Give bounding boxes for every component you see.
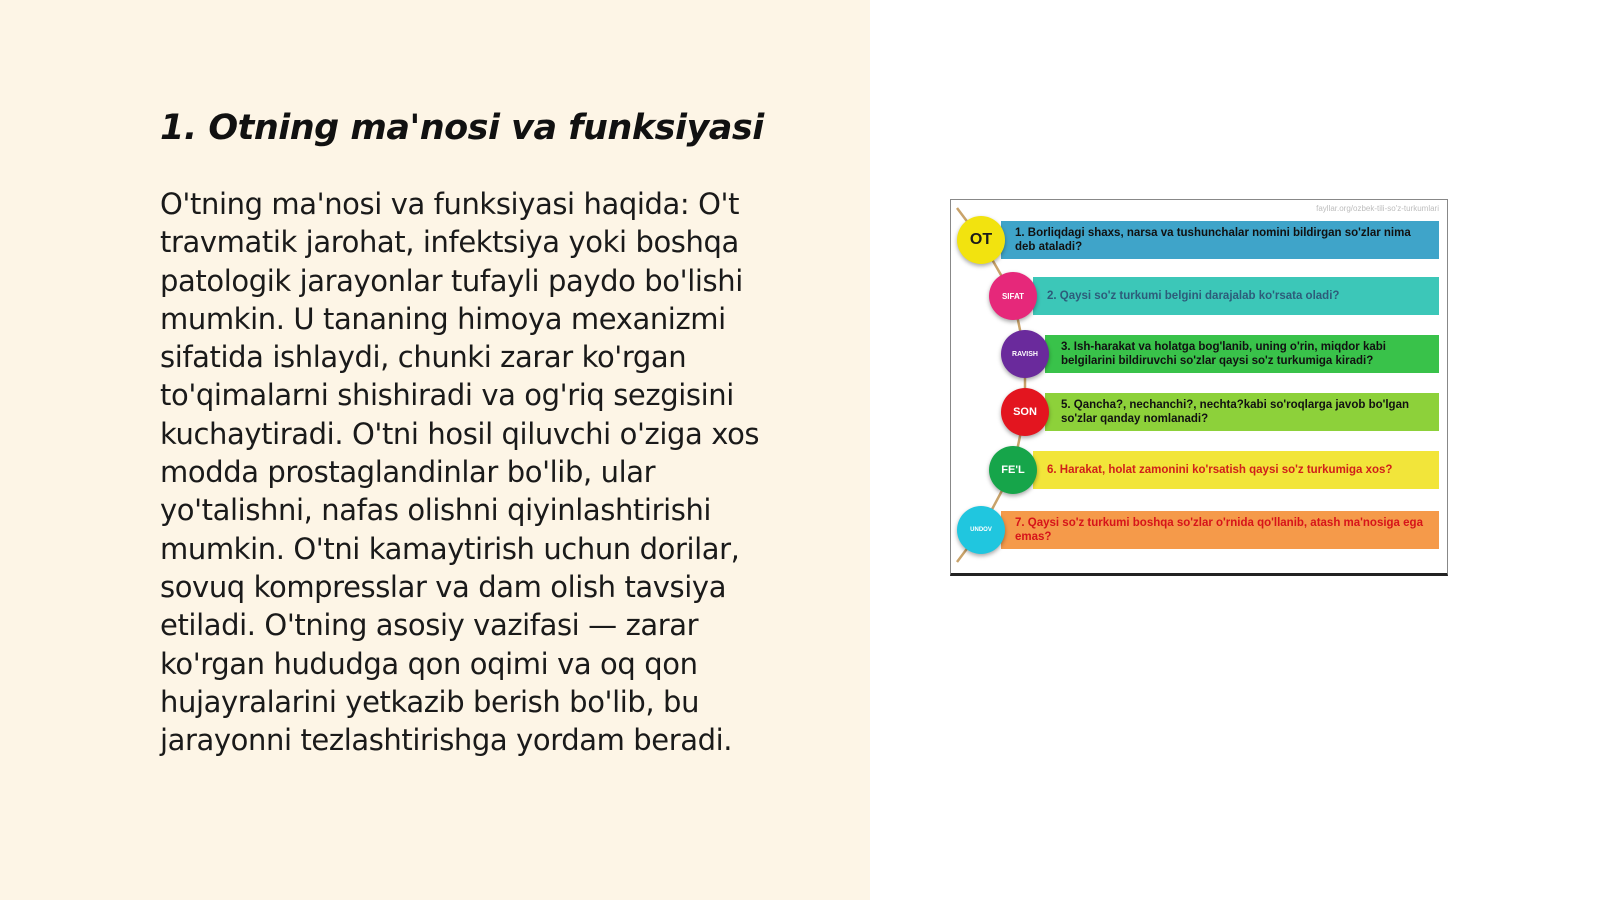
category-badge-label: OT: [969, 231, 993, 248]
category-badge-label: FE'L: [1001, 464, 1025, 476]
parts-of-speech-infographic: [950, 199, 1448, 576]
question-bar: [1001, 511, 1439, 549]
question-bar: [1001, 221, 1439, 259]
category-badge: [989, 446, 1037, 494]
question-bar: [1033, 277, 1439, 315]
question-text: 5. Qancha?, nechanchi?, nechta?kabi so'roqlarga javob bo'lgan so'zlar qanday nomlanadi?: [1061, 399, 1409, 425]
question-text: 2. Qaysi so'z turkumi belgini darajalab ko'rsata oladi?: [1047, 290, 1340, 302]
question-bar: [1045, 335, 1439, 373]
question-text: 1. Borliqdagi shaxs, narsa va tushunchalar nomini bildirgan so'zlar nima deb ataladi?: [1015, 227, 1411, 253]
category-badge-label: RAVISH: [1012, 350, 1038, 358]
slide-body-text: O'tning ma'nosi va funksiyasi haqida: O't travmatik jarohat, infektsiya yoki boshqa patologik jarayonlar tufayli paydo bo'lishi mumkin. U tananing himoya mexanizmi sifatida ishlaydi, chunki zarar ko'rgan to'qimalarni shishiradi va og'riq sezgisini kuchaytiradi. O'tni hosil qiluvchi o'ziga xos modda prostaglandinlar bo'lib, ular yo'talishni, nafas olishni qiyinlashtirishi mumkin. O'tni kamaytirish uchun dorilar, sovuq kompresslar va dam olish tavsiya etiladi. O'tning asosiy vazifasi — zarar ko'rgan hududga qon oqimi va oq qon hujayralarini yetkazib berish bo'lib, bu jarayonni tezlashtirishga yordam beradi.: [160, 187, 760, 758]
question-bar: [1045, 393, 1439, 431]
question-text: 7. Qaysi so'z turkumi boshqa so'zlar o'rnida qo'llanib, atash ma'nosiga ega emas?: [1015, 517, 1423, 543]
question-bar: [1033, 451, 1439, 489]
category-badge: [957, 506, 1005, 554]
category-badge: [1001, 388, 1049, 436]
category-badge: [957, 216, 1005, 264]
category-badge-label: SIFAT: [1001, 291, 1025, 301]
category-badge-label: SON: [1013, 406, 1037, 418]
slide-title: 1. Otning ma'nosi va funksiyasi: [160, 108, 764, 148]
question-text: 6. Harakat, holat zamonini ko'rsatish qaysi so'z turkumiga xos?: [1047, 464, 1393, 476]
question-text: 3. Ish-harakat va holatga bog'lanib, uning o'rin, miqdor kabi belgilarini bildiruvchi so'zlar qaysi so'z turkumiga kiradi?: [1061, 341, 1386, 367]
category-badge: [989, 272, 1037, 320]
watermark: fayllar.org/ozbek-tili-so'z-turkumlari: [1316, 204, 1439, 213]
category-badge: [1001, 330, 1049, 378]
category-badge-label: UNDOV: [970, 527, 992, 533]
